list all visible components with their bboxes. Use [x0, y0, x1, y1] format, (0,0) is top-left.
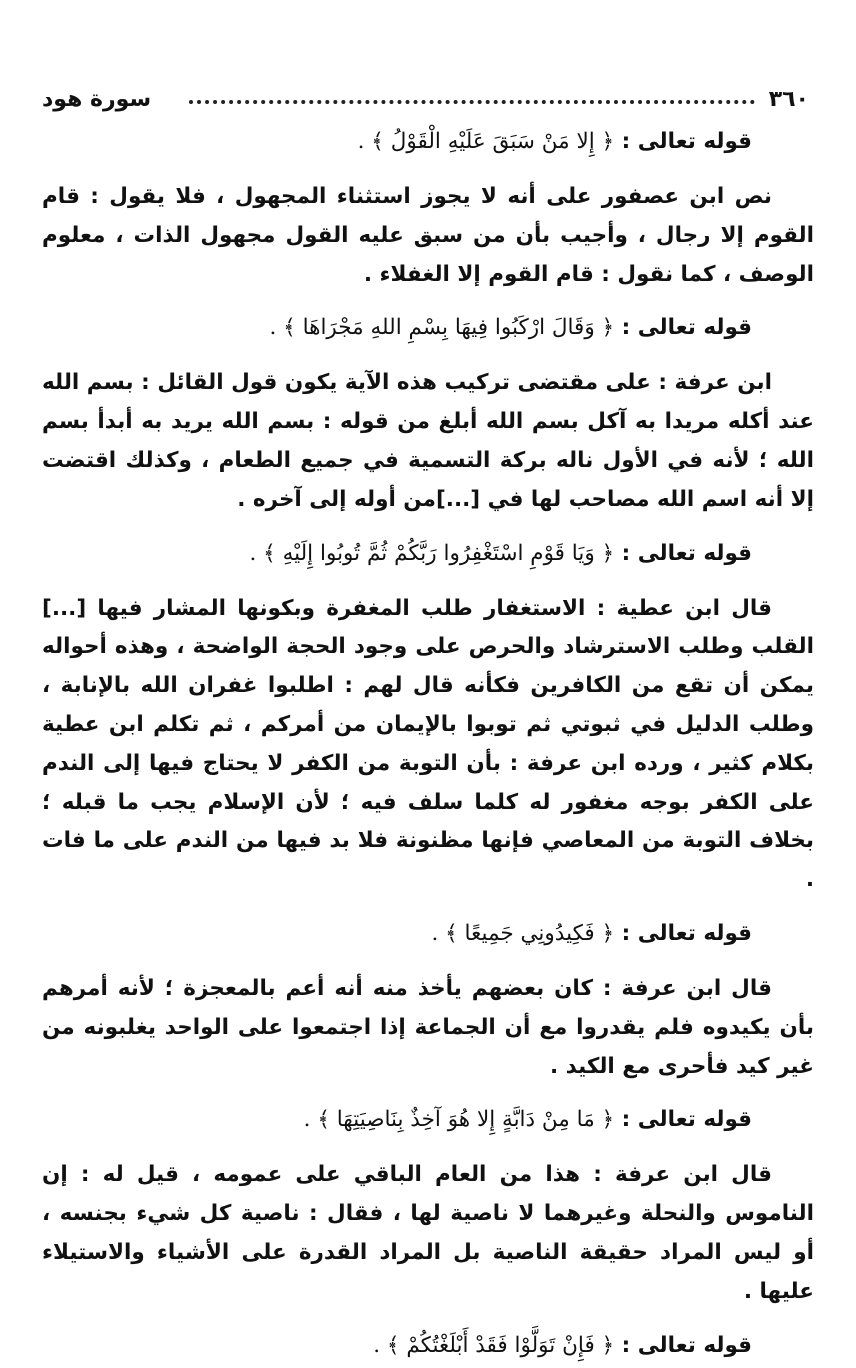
verse-label: قوله تعالى : — [621, 540, 752, 566]
verse-heading — [42, 120, 814, 164]
verse-text: ﴿ فَكِيدُونِي جَمِيعًا ﴾ . — [431, 920, 615, 946]
commentary-paragraph: قال ابن عطية : الاستغفار طلب المغفرة وبكونها المشار فيها [...] القلب وطلب الاسترشاد والحرص على وجود الحجة الواضحة ، وهذه أحواله يمكن أن تقع من الكافرين فكأنه قال لهم : اطلبوا غفران الله بالإنابة ، وطلب الدليل في ثبوتي ثم توبوا بالإيمان من أمركم ، ثم تكلم ابن عطية بكلام كثير ، ورده ابن عرفة : بأن التوبة من الكفر لا يحتاج فيها إلى الندم على الكفر بوجه مغفور له كلما سلف فيه ؛ لأن الإسلام يجب ما قبله ؛ بخلاف التوبة من المعاصي فإنها مظنونة فلا بد فيها من الندم على ما فات . — [42, 595, 814, 893]
verse-label: قوله تعالى : — [621, 1107, 752, 1133]
commentary-paragraph: نص ابن عصفور على أنه لا يجوز استثناء المجهول ، فلا يقول : قام القوم إلا رجال ، وأجيب بأن من سبق عليه القول مجهول الذات ، معلوم الوصف ، كما نقول : قام القوم إلا الغفلاء . — [42, 184, 814, 287]
surah-name: سورة هود — [42, 87, 152, 112]
verse-heading — [42, 306, 814, 350]
verse-heading — [42, 532, 814, 576]
page-number: ٣٦٠ — [768, 87, 809, 112]
verse-text: ﴿ وَيَا قَوْمِ اسْتَغْفِرُوا رَبَّكُمْ ثُمَّ تُوبُوا إِلَيْهِ ﴾ . — [249, 540, 615, 566]
header-dotted-rule — [189, 100, 755, 104]
verse-text: ﴿ فَإِنْ تَوَلَّوْا فَقَدْ أَبْلَغْتُكُمْ ﴾ . — [373, 1332, 615, 1358]
commentary-paragraph: قال ابن عرفة : كان بعضهم يأخذ منه أنه أعم بالمعجزة ؛ لأنه أمرهم بأن يكيدوه فلم يقدروا مع أن الجماعة إذا اجتمعوا على الواحد يغلبونه من غير كيد فأحرى مع الكيد . — [42, 975, 814, 1079]
verse-label: قوله تعالى : — [621, 315, 752, 341]
verse-heading — [42, 912, 814, 956]
verse-text: ﴿ إِلا مَنْ سَبَقَ عَلَيْهِ الْقَوْلُ ﴾ . — [357, 129, 615, 154]
verse-label: قوله تعالى : — [621, 920, 752, 946]
commentary-paragraph: قال ابن عرفة : هذا من العام الباقي على عمومه ، قيل له : إن الناموس والنحلة وغيرهما لا ناصية لها ، فقال : ناصية كل شيء بجنسه ، أو ليس المراد حقيقة الناصية بل المراد القدرة على الأشياء والاستيلاء عليها . — [42, 1162, 814, 1304]
verse-heading — [42, 1324, 814, 1368]
verse-text: ﴿ مَا مِنْ دَابَّةٍ إِلا هُوَ آخِذٌ بِنَاصِيَتِهَا ﴾ . — [303, 1107, 615, 1133]
verse-label: قوله تعالى : — [621, 1332, 752, 1358]
verse-label: قوله تعالى : — [621, 129, 752, 154]
page-header — [42, 78, 809, 112]
verse-heading — [42, 1098, 814, 1142]
commentary-paragraph: ابن عرفة : على مقتضى تركيب هذه الآية يكون قول القائل : بسم الله عند أكله مريدا به آكل بسم الله أبلغ من قوله : بسم الله يريد به أبدأ بسم الله ؛ لأنه في الأول ناله بركة التسمية في جميع الطعام ، وكذلك اقتضت إلا أنه اسم الله مصاحب لها في [...]من أوله إلى آخره . — [42, 370, 814, 512]
verse-text: ﴿ وَقَالَ ارْكَبُوا فِيهَا بِسْمِ اللهِ مَجْرَاهَا ﴾ . — [269, 315, 615, 341]
